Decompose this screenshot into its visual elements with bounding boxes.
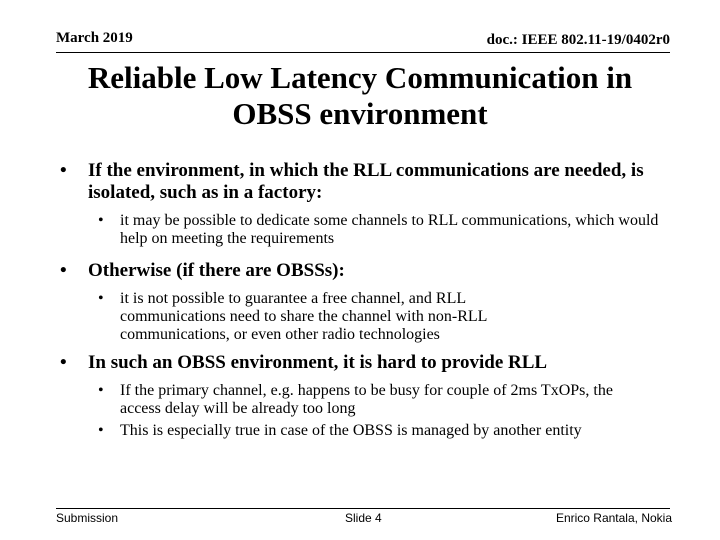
sub-bullet-3-2-text: This is especially true in case of the OBSS is managed by another entity <box>120 422 582 439</box>
sub-bullet-2-1 <box>58 290 560 344</box>
header-date: March 2019 <box>56 30 133 46</box>
bullet-dot: • <box>60 260 67 281</box>
footer-submission: Submission <box>56 511 119 525</box>
footer-rule <box>56 508 670 509</box>
bullet-2-text: Otherwise (if there are OBSSs): <box>88 260 345 281</box>
bullet-2 <box>58 260 648 282</box>
sub-bullet-3-1-text: If the primary channel, e.g. happens to be busy for couple of 2ms TxOPs, the access delay will be already too long <box>120 382 613 417</box>
sub-bullet-3-2 <box>58 422 640 440</box>
sub-bullet-dot: • <box>98 382 104 399</box>
sub-bullet-dot: • <box>98 290 104 307</box>
sub-bullet-2-1-text: it is not possible to guarantee a free channel, and RLL communications need to share the channel with non-RLL communications, or even other radio technologies <box>120 290 487 343</box>
header-rule <box>56 52 670 53</box>
sub-bullet-1-1-text: it may be possible to dedicate some channels to RLL communications, which would help on meeting the requirements <box>120 212 659 247</box>
sub-bullet-dot: • <box>98 422 104 439</box>
bullet-list <box>58 160 698 440</box>
header-doc-id: doc.: IEEE 802.11-19/0402r0 <box>486 32 670 48</box>
bullet-3 <box>58 352 668 374</box>
title-line-2: OBSS environment <box>232 96 488 131</box>
slide-title <box>40 60 680 132</box>
bullet-3-text: In such an OBSS environment, it is hard to provide RLL <box>88 352 548 373</box>
sub-bullet-dot: • <box>98 212 104 229</box>
bullet-1 <box>58 160 648 204</box>
footer-slide-number: Slide 4 <box>345 511 382 525</box>
bullet-dot: • <box>60 352 67 373</box>
footer-author: Enrico Rantala, Nokia <box>555 511 672 525</box>
title-line-1: Reliable Low Latency Communication in <box>87 60 633 95</box>
sub-bullet-3-1 <box>58 382 640 418</box>
bullet-1-text: If the environment, in which the RLL communications are needed, is isolated, such as in a factory: <box>88 160 644 203</box>
sub-bullet-1-1 <box>58 212 660 248</box>
bullet-dot: • <box>60 160 67 181</box>
